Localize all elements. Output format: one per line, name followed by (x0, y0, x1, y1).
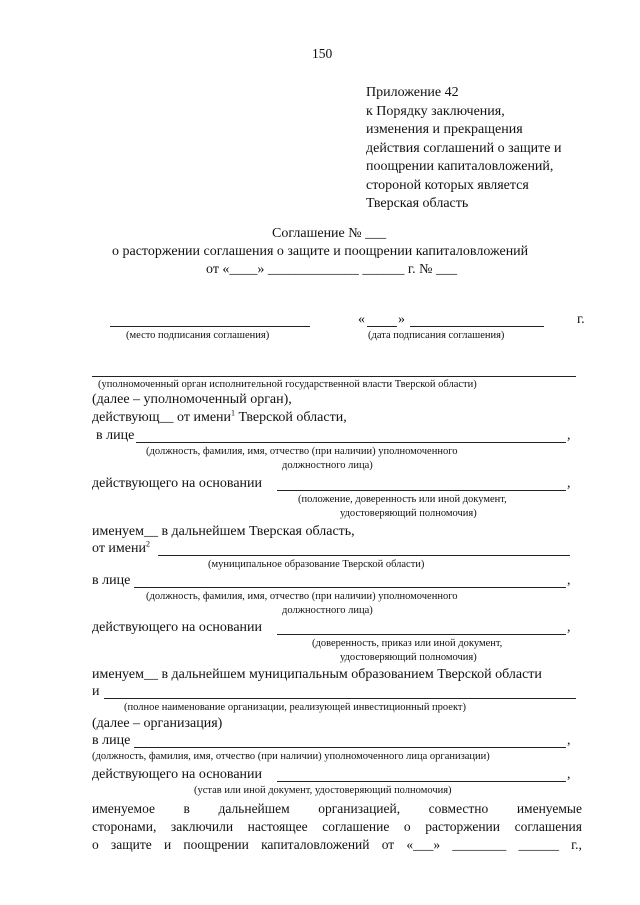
word: г., (571, 837, 582, 852)
organization-hereinafter: (далее – организация) (92, 716, 223, 731)
agreement-subtitle: о расторжении соглашения о защите и поощрении капиталовложений (112, 244, 529, 259)
appendix-block (366, 84, 561, 214)
word: соглашение (322, 819, 390, 834)
date-close: » (398, 312, 405, 327)
acting-basis-label: действующего на основании (92, 476, 263, 491)
year-suffix: г. (577, 312, 585, 327)
footnote-ref-1: 1 (231, 408, 236, 418)
person-caption: (должность, фамилия, имя, отчество (при наличии) уполномоченного (146, 446, 458, 457)
comma: , (567, 767, 571, 782)
basis-caption: (доверенность, приказ или иной документ, (312, 638, 503, 649)
authority-blank (92, 376, 576, 377)
date-month-blank (410, 326, 544, 327)
appendix-line: Тверская область (366, 196, 469, 211)
word: «___» (406, 837, 441, 852)
appendix-line: изменения и прекращения (366, 122, 523, 137)
word: заключили (170, 819, 234, 834)
date-caption: (дата подписания соглашения) (368, 330, 505, 341)
place-caption: (место подписания соглашения) (126, 330, 270, 341)
basis-caption: удостоверяющий полномочия) (340, 508, 477, 519)
comma: , (567, 476, 571, 491)
basis-blank (277, 634, 566, 635)
basis-caption: (положение, доверенность или иной документ, (298, 494, 507, 505)
authority-caption: (уполномоченный орган исполнительной государственной власти Тверской области) (98, 379, 477, 390)
basis-blank (277, 781, 566, 782)
word: именуемые (516, 801, 582, 816)
closing-line-1 (92, 801, 582, 817)
acting-on-behalf-text: действующ__ от имени (92, 410, 232, 425)
organization-blank (104, 698, 576, 699)
region-text: Тверской области, (238, 410, 347, 425)
footnote-ref-2: 2 (145, 539, 150, 549)
basis-caption: (устав или иной документ, удостоверяющий полномочия) (194, 785, 452, 796)
date-open: « (358, 312, 365, 327)
in-person-label: в лице (96, 428, 135, 443)
word: именуемое (92, 801, 155, 816)
acting-on-behalf (92, 410, 347, 426)
word: от (381, 837, 395, 852)
appendix-line: к Порядку заключения, (366, 103, 505, 119)
authority-hereinafter: (далее – уполномоченный орган), (92, 392, 292, 407)
person-caption: (должность, фамилия, имя, отчество (при наличии) уполномоченного лица организации) (92, 751, 490, 762)
word: дальнейшем (218, 801, 290, 816)
person-caption: должностного лица) (282, 460, 373, 471)
word: капиталовложений (261, 837, 370, 852)
municipal-blank (158, 555, 570, 556)
person-caption: (должность, фамилия, имя, отчество (при наличии) уполномоченного (146, 591, 458, 602)
word: о (403, 819, 411, 834)
word: ______ (518, 837, 559, 852)
in-person-label: в лице (92, 573, 131, 588)
comma: , (567, 733, 571, 748)
word: расторжении (425, 819, 501, 834)
word: в (183, 801, 190, 816)
person-blank (136, 442, 566, 443)
comma: , (567, 428, 571, 443)
word: защите (110, 837, 152, 852)
person-blank (134, 747, 566, 748)
agreement-date-line: от «____» _____________ ______ г. № ___ (206, 262, 457, 277)
word: настоящее (247, 819, 308, 834)
word: сторонами, (92, 819, 157, 834)
person-caption: должностного лица) (282, 605, 373, 616)
in-person-label: в лице (92, 733, 131, 748)
word: о (92, 837, 99, 852)
word: совместно (428, 801, 489, 816)
closing-line-2 (92, 819, 582, 835)
date-day-blank (367, 326, 397, 327)
appendix-line: поощрении капиталовложений, (366, 159, 554, 174)
word: организацией, (318, 801, 401, 816)
acting-basis-label: действующего на основании (92, 767, 263, 782)
organization-caption: (полное наименование организации, реализующей инвестиционный проект) (124, 702, 467, 713)
basis-blank (277, 490, 566, 491)
named-region: именуем__ в дальнейшем Тверская область, (92, 524, 355, 539)
agreement-title: Соглашение № ___ (272, 226, 387, 241)
person-blank (134, 587, 566, 588)
appendix-line: Приложение 42 (366, 85, 459, 100)
appendix-line: действия соглашений о защите и (366, 140, 562, 156)
and-label: и (92, 684, 100, 699)
appendix-line: стороной которых является (366, 177, 529, 193)
word: поощрении (183, 837, 249, 852)
word: ________ (452, 837, 507, 852)
on-behalf-text: от имени (92, 541, 146, 556)
municipal-caption: (муниципальное образование Тверской области) (208, 559, 425, 570)
word: и (163, 837, 172, 852)
page-number: 150 (312, 46, 333, 61)
basis-caption: удостоверяющий полномочия) (340, 652, 477, 663)
closing-line-3 (92, 837, 582, 853)
comma: , (567, 573, 571, 588)
acting-basis-label: действующего на основании (92, 620, 263, 635)
named-municipal: именуем__ в дальнейшем муниципальным образованием Тверской области (92, 667, 542, 682)
comma: , (567, 620, 571, 635)
word: соглашения (514, 819, 582, 834)
place-blank (110, 326, 310, 327)
on-behalf-label (92, 541, 150, 557)
